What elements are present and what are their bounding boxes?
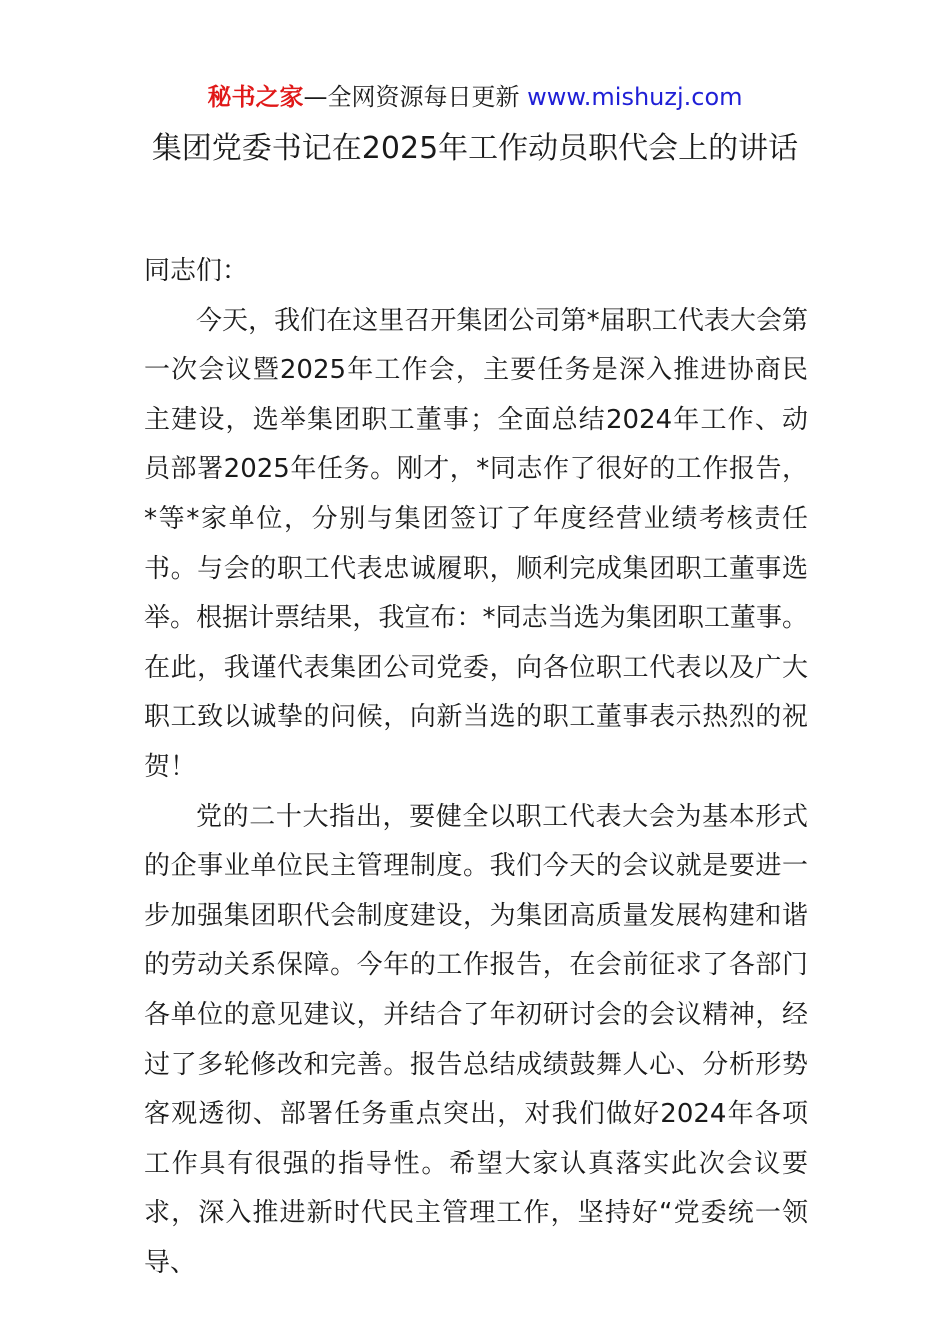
- site-url-link[interactable]: www.mishuzj.com: [527, 83, 743, 111]
- document-body: [144, 247, 808, 1288]
- site-header: [0, 80, 950, 114]
- document-title: 集团党委书记在2025年工作动员职代会上的讲话: [151, 131, 799, 166]
- paragraph-1: 今天，我们在这里召开集团公司第*届职工代表大会第一次会议暨2025年工作会，主要任务是深入推进协商民主建设，选举集团职工董事；全面总结2024年工作、动员部署2025年任务。刚才，*同志作了很好的工作报告，*等*家单位，分别与集团签订了年度经营业绩考核责任书。与会的职工代表忠诚履职，顺利完成集团职工董事选举。根据计票结果，我宣布：*同志当选为集团职工董事。在此，我谨代表集团公司党委，向各位职工代表以及广大职工致以诚挚的问候，向新当选的职工董事表示热烈的祝贺！: [144, 305, 808, 782]
- salutation: 同志们：: [144, 256, 249, 286]
- site-brand: 秘书之家: [207, 83, 304, 111]
- site-tagline: —全网资源每日更新: [303, 83, 520, 111]
- paragraph-2: 党的二十大指出，要健全以职工代表大会为基本形式的企事业单位民主管理制度。我们今天的会议就是要进一步加强集团职代会制度建设，为集团高质量发展构建和谐的劳动关系保障。今年的工作报告，在会前征求了各部门各单位的意见建议，并结合了年初研讨会的会议精神，经过了多轮修改和完善。报告总结成绩鼓舞人心、分析形势客观透彻、部署任务重点突出，对我们做好2024年各项工作具有很强的指导性。希望大家认真落实此次会议要求，深入推进新时代民主管理工作，坚持好“党委统一领导、: [144, 801, 808, 1278]
